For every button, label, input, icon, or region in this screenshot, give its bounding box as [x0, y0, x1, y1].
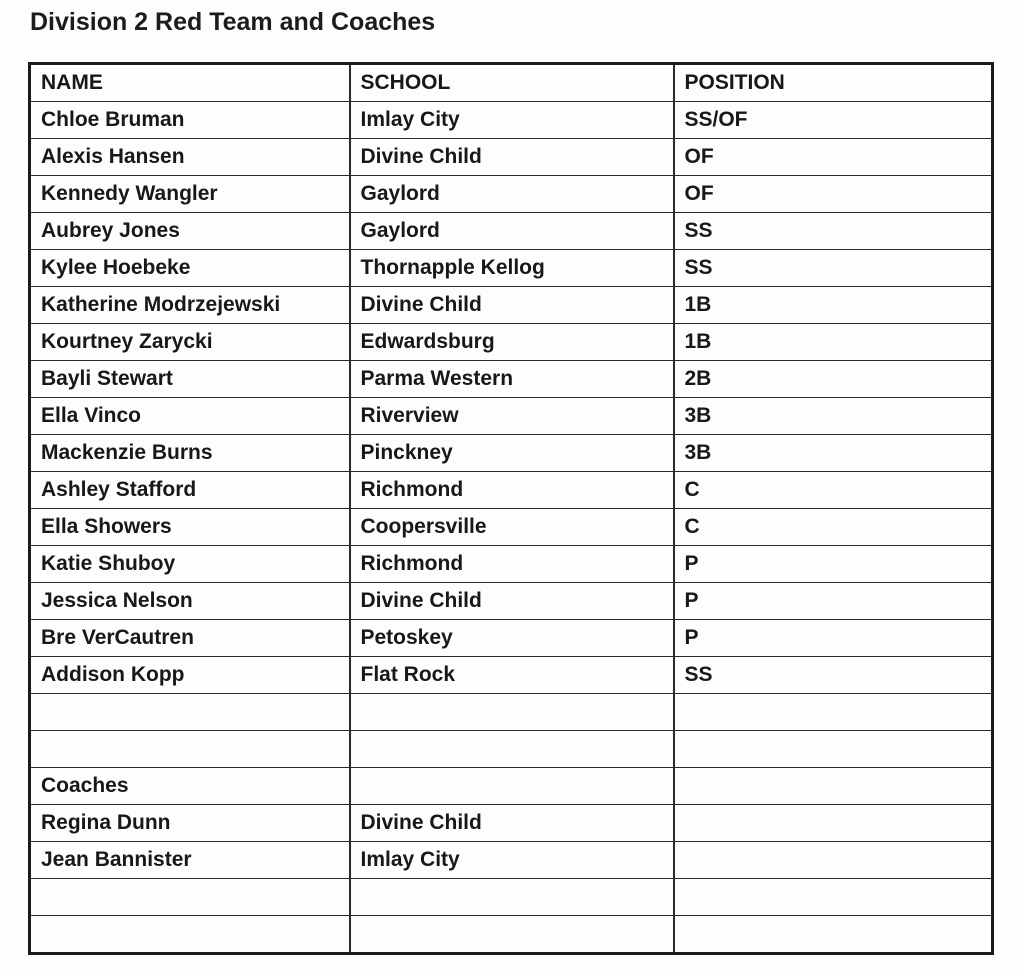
table-cell [674, 694, 993, 731]
table-row [30, 805, 993, 842]
table-cell: P [674, 546, 993, 583]
table-cell: Divine Child [350, 287, 674, 324]
table-cell [350, 768, 674, 805]
table-cell: 2B [674, 361, 993, 398]
table-cell: Bayli Stewart [30, 361, 350, 398]
table-cell: 3B [674, 435, 993, 472]
table-cell: Riverview [350, 398, 674, 435]
table-cell: Katherine Modrzejewski [30, 287, 350, 324]
table-cell: Petoskey [350, 620, 674, 657]
table-cell: 1B [674, 287, 993, 324]
table-cell [674, 768, 993, 805]
table-cell [30, 694, 350, 731]
table-cell: P [674, 620, 993, 657]
table-row [30, 250, 993, 287]
table-cell: Coopersville [350, 509, 674, 546]
table-cell [674, 916, 993, 954]
table-cell: 1B [674, 324, 993, 361]
table-row [30, 657, 993, 694]
table-row [30, 509, 993, 546]
table-cell [350, 879, 674, 916]
table-cell [30, 916, 350, 954]
column-header-name: NAME [30, 64, 350, 102]
table-row [30, 472, 993, 509]
table-cell: Pinckney [350, 435, 674, 472]
table-row [30, 620, 993, 657]
column-header-position: POSITION [674, 64, 993, 102]
table-row [30, 842, 993, 879]
table-cell [674, 805, 993, 842]
table-cell: Parma Western [350, 361, 674, 398]
table-cell: SS [674, 657, 993, 694]
roster-table [28, 62, 994, 955]
table-cell: C [674, 509, 993, 546]
table-row [30, 435, 993, 472]
column-header-school: SCHOOL [350, 64, 674, 102]
table-cell [350, 731, 674, 768]
table-cell: Addison Kopp [30, 657, 350, 694]
roster-table-header [30, 64, 993, 102]
table-cell [674, 731, 993, 768]
table-cell: OF [674, 139, 993, 176]
table-cell: Kourtney Zarycki [30, 324, 350, 361]
table-row [30, 361, 993, 398]
table-cell: Divine Child [350, 583, 674, 620]
table-cell: 3B [674, 398, 993, 435]
table-row [30, 176, 993, 213]
table-cell: SS/OF [674, 102, 993, 139]
table-row [30, 139, 993, 176]
table-row [30, 324, 993, 361]
table-cell: Gaylord [350, 176, 674, 213]
page-title: Division 2 Red Team and Coaches [30, 8, 436, 36]
table-cell: P [674, 583, 993, 620]
roster-table-body [30, 102, 993, 954]
table-row [30, 213, 993, 250]
table-cell: Aubrey Jones [30, 213, 350, 250]
table-cell: Jessica Nelson [30, 583, 350, 620]
table-cell: Ella Showers [30, 509, 350, 546]
table-row [30, 916, 993, 954]
table-cell: SS [674, 213, 993, 250]
table-cell: Mackenzie Burns [30, 435, 350, 472]
table-cell: OF [674, 176, 993, 213]
table-cell: Gaylord [350, 213, 674, 250]
table-row [30, 102, 993, 139]
table-cell: Regina Dunn [30, 805, 350, 842]
table-cell [30, 731, 350, 768]
table-row [30, 694, 993, 731]
table-cell: Bre VerCautren [30, 620, 350, 657]
table-cell: Richmond [350, 472, 674, 509]
table-cell: Edwardsburg [350, 324, 674, 361]
table-cell: Coaches [30, 768, 350, 805]
table-row [30, 398, 993, 435]
table-cell: Divine Child [350, 139, 674, 176]
table-cell: Jean Bannister [30, 842, 350, 879]
table-cell: Richmond [350, 546, 674, 583]
table-cell: Flat Rock [350, 657, 674, 694]
table-cell: Imlay City [350, 842, 674, 879]
table-cell [350, 916, 674, 954]
table-cell: Divine Child [350, 805, 674, 842]
table-cell: Alexis Hansen [30, 139, 350, 176]
table-cell [30, 879, 350, 916]
table-row [30, 879, 993, 916]
header-row [30, 64, 993, 102]
table-cell [350, 694, 674, 731]
table-cell: C [674, 472, 993, 509]
table-row [30, 287, 993, 324]
table-row [30, 731, 993, 768]
table-cell: Ella Vinco [30, 398, 350, 435]
table-cell: Katie Shuboy [30, 546, 350, 583]
table-row [30, 546, 993, 583]
table-cell: Kylee Hoebeke [30, 250, 350, 287]
table-cell: Chloe Bruman [30, 102, 350, 139]
table-cell [674, 842, 993, 879]
table-cell [674, 879, 993, 916]
table-row [30, 768, 993, 805]
table-cell: Kennedy Wangler [30, 176, 350, 213]
table-cell: Ashley Stafford [30, 472, 350, 509]
table-row [30, 583, 993, 620]
table-cell: SS [674, 250, 993, 287]
table-cell: Imlay City [350, 102, 674, 139]
table-cell: Thornapple Kellog [350, 250, 674, 287]
